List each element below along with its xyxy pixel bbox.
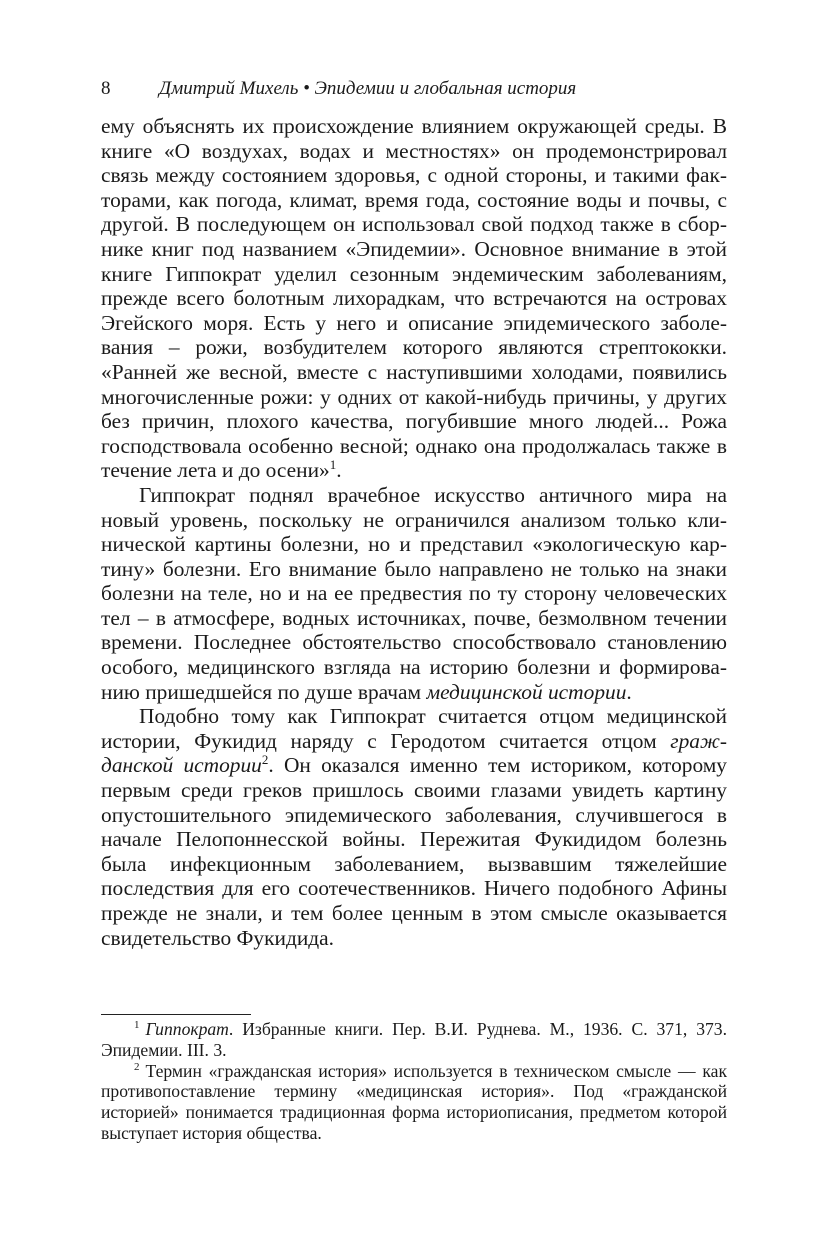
paragraph-3-text: Подобно тому как Гиппократ считается отцом медицинской истории, Фукидид наряду с Геродотом считается отцом <box>101 704 727 753</box>
paragraph-3-tail: . Он оказался именно тем историком, которому первым среди греков пришлось своими глазами увидеть картину опустошительного эпидемического заболевания, случившегося в начале Пелопоннесской войны. Пережитая Фукидидом болезнь была инфекционным заболеванием, вызвавшим тяжелейшие последствия для его соотечественников. Ничего подобного Афины прежде не знали, и тем более ценным в этом смысле оказывается свидетельство Фукидида. <box>101 753 727 950</box>
main-text <box>101 114 727 950</box>
paragraph-1: ему объяснять их происхождение влиянием окружающей среды. В книге «О воздухах, водах и местностях» он продемонстрировал связь между состоянием здоровья, с одной стороны, и такими факторами, как погода, климат, время года, состояние воды и почвы, с другой. В последующем он использовал свой подход также в сборнике книг под названием «Эпидемии». Основное внимание в этой книге Гиппократ уделил сезонным эндемическим заболеваниям, прежде всего болотным лихорадкам, что встречаются на островах Эгейского моря. Есть у него и описание эпидемического заболевания – рожи, возбудителем которого являются стрептококки. «Ранней же весной, вместе с наступившими холодами, появились многочисленные рожи: у одних от какой-нибудь причины, у других без причин, плохого качества, погубившие много людей... Рожа господствовала особенно весной; однако она продолжалась также в течение лета и до осени»$^1$. <box>101 114 727 483</box>
running-header <box>101 73 727 105</box>
footnote-divider <box>101 1014 251 1015</box>
paragraph-2-italic: медицинской истории <box>426 679 627 704</box>
footnote-1 <box>101 1019 727 1061</box>
paragraph-1-text: ему объяснять их происхождение влиянием окружающей среды. В книге «О воздухах, водах и местностях» он продемонстрировал связь между состоянием здоровья, с одной стороны, и такими факторами, как погода, климат, время года, состояние воды и почвы, с другой. В последующем он использовал свой подход также в сборнике книг под названием «Эпидемии». Основное внимание в этой книге Гиппократ уделил сезонным эндемическим заболеваниям, прежде всего болотным лихорадкам, что встречаются на островах Эгейского моря. Есть у него и описание эпидемического заболевания – рожи, возбудителем которого являются стрептококки. «Ранней же весной, вместе с наступившими холодами, появились многочисленные рожи: у одних от какой-нибудь причины, у других без причин, плохого качества, погубившие много людей... Рожа господствовала особенно весной; однако она продолжалась также в течение лета и до осени» <box>101 114 727 483</box>
running-title: Дмитрий Михель • Эпидемии и глобальная история <box>159 78 577 99</box>
footnotes <box>101 1019 727 1144</box>
footnote-mark-1: 1 <box>134 1019 140 1032</box>
paragraph-2-text: Гиппократ поднял врачебное искусство античного мира на новый уровень, поскольку не ограничился анализом только клинической картины болезни, но и представил «экологическую картину» болезни. Его внимание было направлено не только на знаки болезни на теле, но и на ее предвестия по ту сторону человеческих тел – в атмосфере, водных источниках, почве, безмолвном течении времени. Последнее обстоятельство способствовало становлению особого, медицинского взгляда на историю болезни и формированию пришедшейся по душе врачам <box>101 482 727 704</box>
footnote-1-text: . Избранные книги. Пер. В.И. Руднева. М., 1936. С. 371, 373. Эпидемии. III. 3. <box>101 1019 727 1060</box>
footnote-2-text: Термин «гражданская история» используется в техническом смысле — как противопоставление термину «медицинская история». Под «гражданской историей» понимается традиционная форма историописания, предметом которой выступает история общества. <box>101 1060 727 1143</box>
paragraph-3-italic: гражданской истории <box>101 728 727 778</box>
paragraph-2-tail: . <box>626 679 632 704</box>
page-number: 8 <box>101 78 111 99</box>
footnote-ref-1[interactable]: 1 <box>329 457 337 473</box>
footnote-ref-2[interactable]: 2 <box>261 752 269 768</box>
paragraph-2 <box>101 483 727 704</box>
footnote-2 <box>101 1061 727 1144</box>
footnote-mark-2: 2 <box>134 1060 140 1073</box>
footnote-1-italic: Гиппократ <box>145 1019 229 1039</box>
paragraph-3 <box>101 704 727 950</box>
